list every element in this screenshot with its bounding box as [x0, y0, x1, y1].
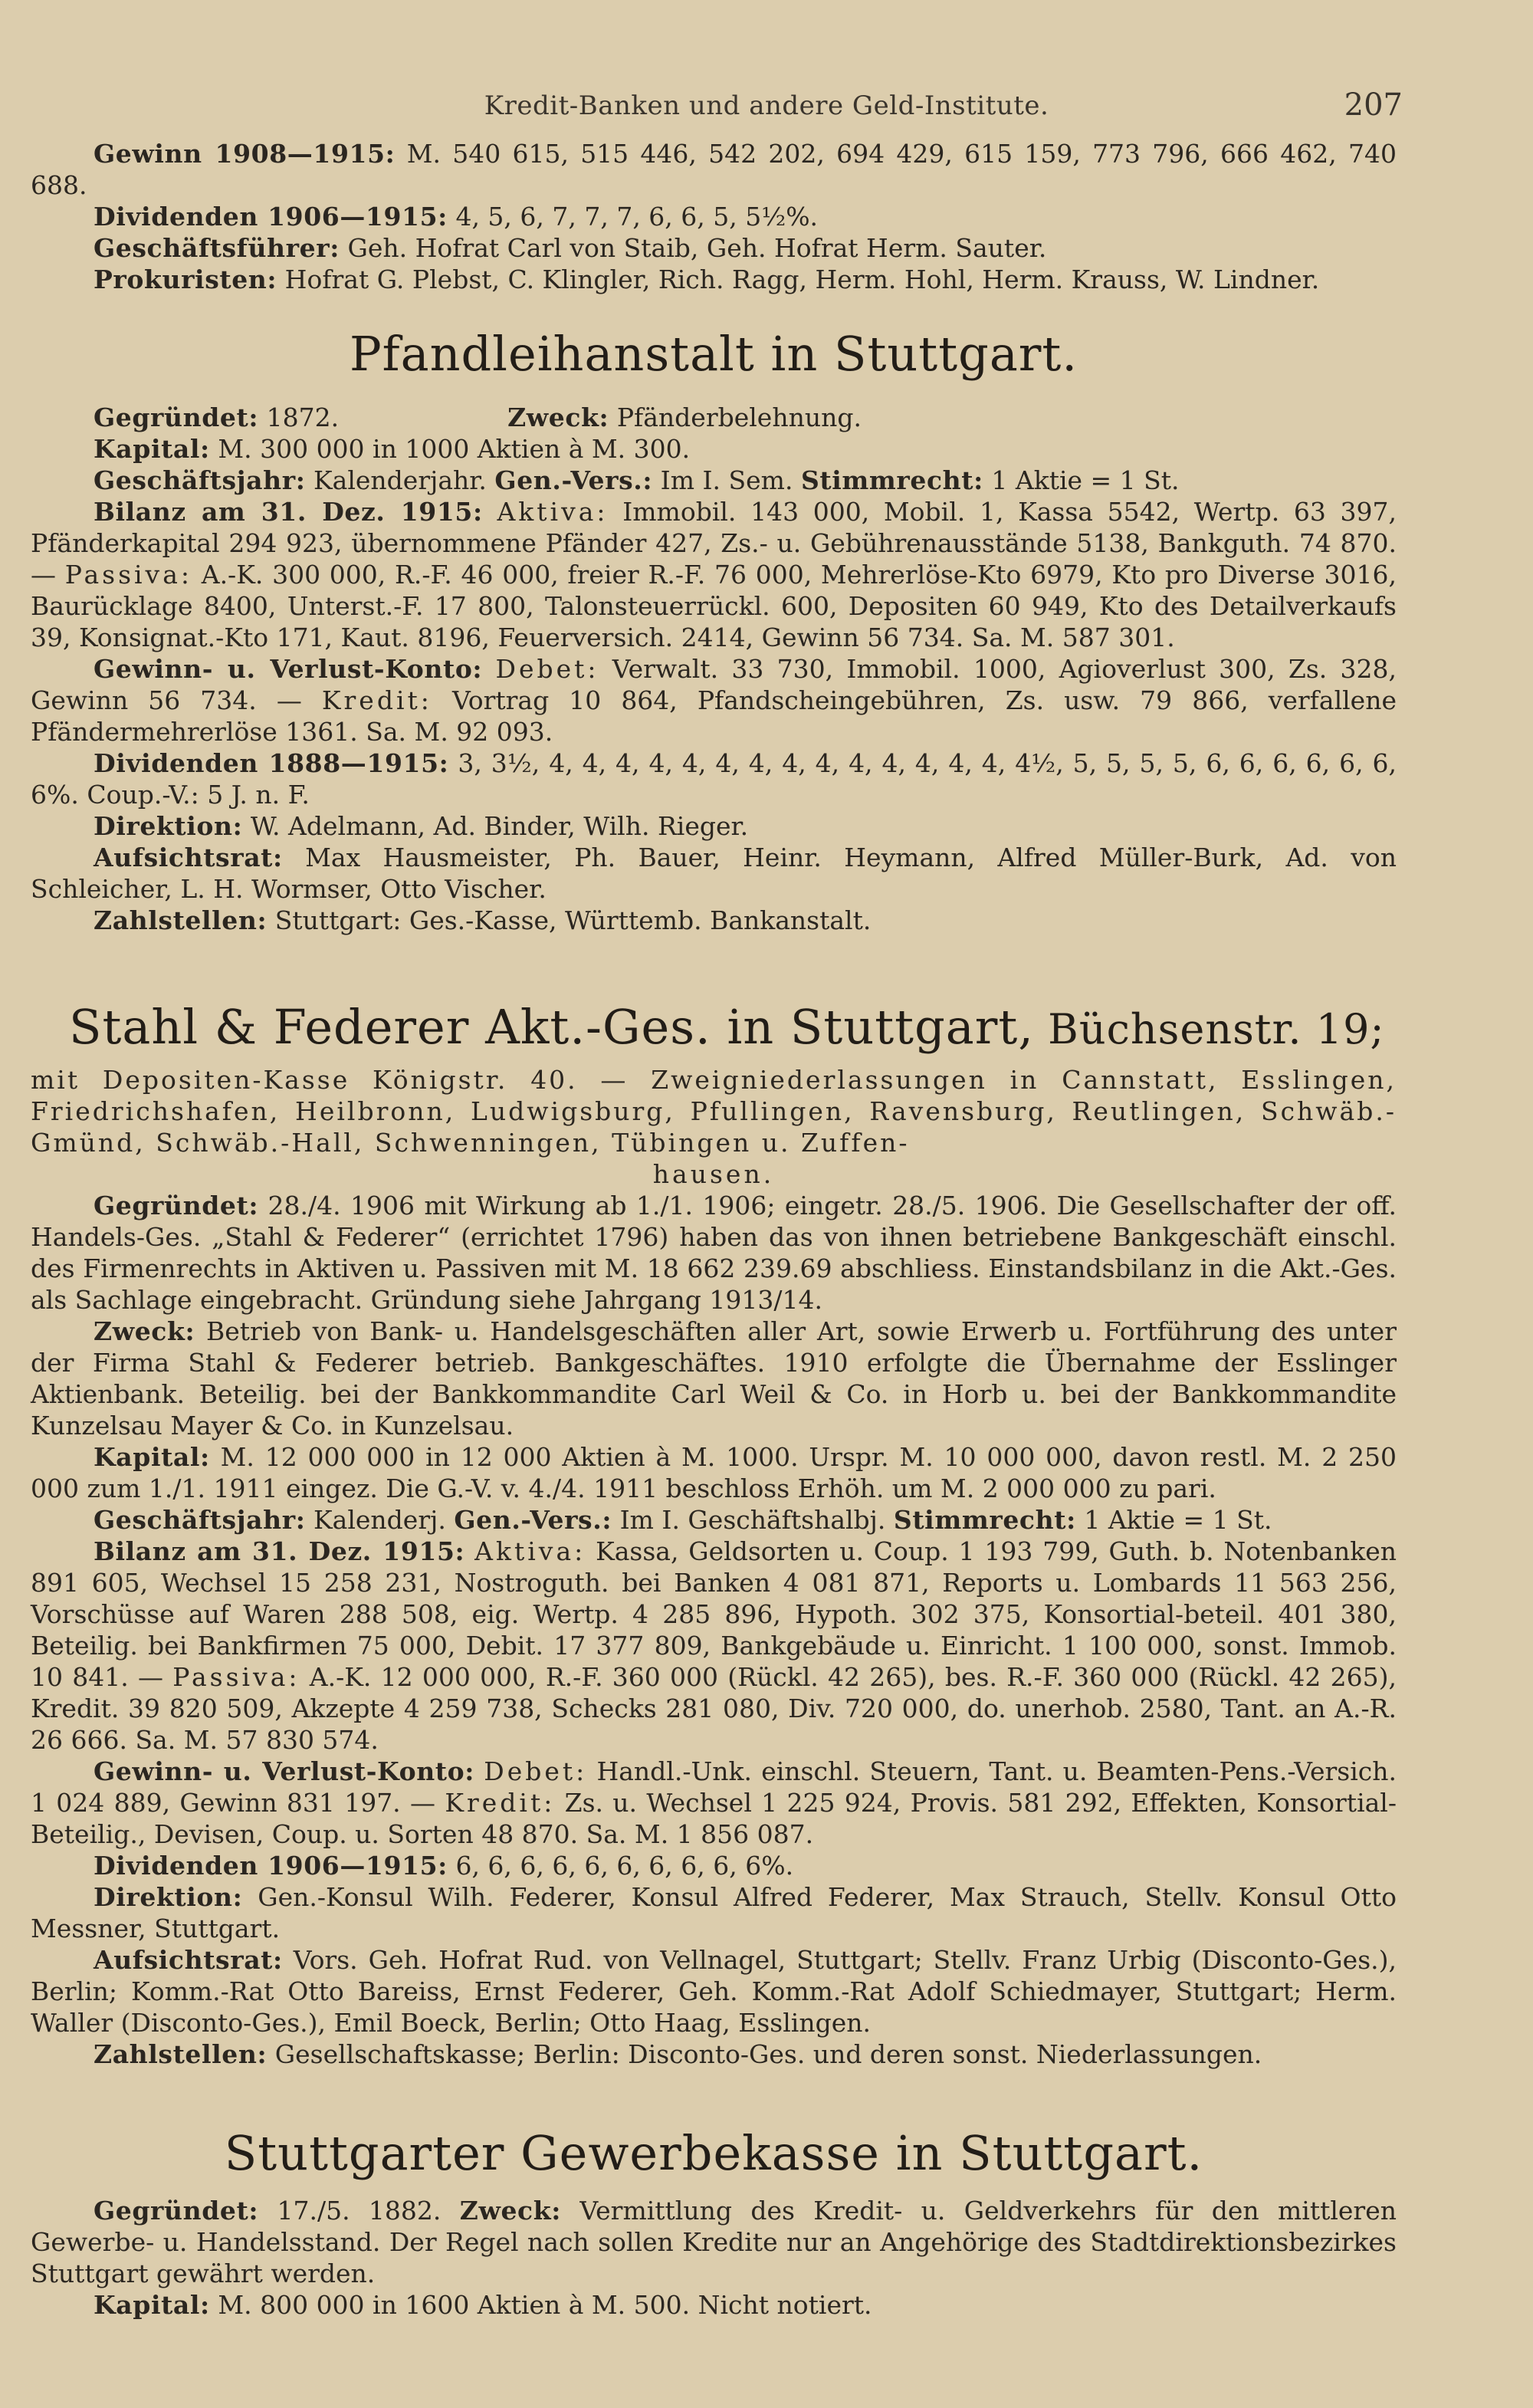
text: Gesellschaftskasse; Berlin: Disconto-Ges. und deren sonst. Niederlassungen. — [267, 2039, 1262, 2069]
label: Gewinn- u. Verlust-Konto: — [94, 654, 483, 684]
text: Handl.-Unk. einschl. Steuern, Tant. u. Beamten-Pens.-Versich. 1 024 889, Gewinn 831 197. — — [31, 1756, 1397, 1818]
geschaeftsfuehrer-entry — [31, 232, 1397, 264]
gegruendet-entry — [31, 1190, 1397, 1316]
passiva-word: Passiva: — [172, 1662, 300, 1692]
gewinn-verlust-entry — [31, 1756, 1397, 1850]
section-title-stahl-federer — [69, 999, 1397, 1055]
label: Direktion: — [94, 811, 243, 841]
text: M. 540 615, 515 446, 542 202, 694 429, 615 159, 773 796, 666 462, 740 688. — [31, 139, 1397, 200]
text: Max Hausmeister, Ph. Bauer, Heinr. Heymann, Alfred Müller-Burk, Ad. von Schleicher, L. H. Wormser, Otto Vischer. — [31, 843, 1397, 904]
passiva-word: Passiva: — [64, 560, 192, 590]
label: Kapital: — [94, 1442, 210, 1472]
aktiva-word: Aktiva: — [497, 497, 609, 527]
text: Verwalt. 33 730, Immobil. 1000, Agioverlust 300, Zs. 328, Gewinn 56 734. — — [31, 654, 1397, 715]
text: Im I. Sem. — [652, 465, 793, 495]
text: 3, 3½, 4, 4, 4, 4, 4, 4, 4, 4, 4, 4, 4, 4, 4, 4, 4½, 5, 5, 5, 5, 6, 6, 6, 6, 6, 6, 6%. Coup.-V.: 5 J. n. F. — [31, 748, 1397, 810]
dividenden-entry — [31, 1850, 1397, 1881]
label: Dividenden 1888—1915: — [94, 748, 449, 778]
text: Im I. Geschäftshalbj. — [612, 1505, 886, 1535]
aufsichtsrat-entry — [31, 1944, 1397, 2038]
label: Aufsichtsrat: — [94, 843, 283, 872]
text: Vortrag 10 864, Pfandscheingebühren, Zs. usw. 79 866, verfallene Pfändermehrerlöse 1361. Sa. M. 92 093. — [31, 685, 1397, 747]
address: Büchsenstr. 19; — [1034, 1005, 1385, 1053]
label: Gegründet: — [94, 1191, 259, 1220]
label: Aufsichtsrat: — [94, 1945, 283, 1975]
dividenden-entry — [31, 747, 1397, 810]
text: Geh. Hofrat Carl von Staib, Geh. Hofrat Herm. Sauter. — [339, 233, 1047, 263]
label: Dividenden 1906—1915: — [94, 1851, 448, 1881]
label: Zahlstellen: — [94, 905, 268, 935]
text: Immobil. 143 000, Mobil. 1, Kassa 5542, Wertp. 63 397, Pfänderkapital 294 923, übernommene Pfänder 427, Zs.- u. Gebührenausstände 5138, Bankguth. 74 870. — — [31, 497, 1397, 590]
text: Gen.-Konsul Wilh. Federer, Konsul Alfred Federer, Max Strauch, Stellv. Konsul Otto Messner, Stuttgart. — [31, 1882, 1397, 1943]
text: 6, 6, 6, 6, 6, 6, 6, 6, 6, 6%. — [447, 1851, 794, 1881]
aktiva-word: Aktiva: — [474, 1536, 586, 1566]
label: Gen.-Vers.: — [454, 1505, 612, 1535]
text: 1 Aktie = 1 St. — [983, 465, 1180, 495]
section-title-pfandleihanstalt: Pfandleihanstalt in Stuttgart. — [349, 326, 1078, 382]
text: Hofrat G. Plebst, C. Klingler, Rich. Ragg, Herm. Hohl, Herm. Krauss, W. Lindner. — [277, 264, 1320, 294]
label: Zahlstellen: — [94, 2039, 268, 2069]
geschaeftsjahr-entry — [31, 465, 1397, 496]
label: Dividenden 1906—1915: — [94, 202, 448, 232]
label: Direktion: — [94, 1882, 243, 1912]
page-content — [31, 138, 1397, 2321]
debet-word: Debet: — [484, 1756, 588, 1786]
page-number: 207 — [1344, 87, 1403, 123]
aufsichtsrat-entry — [31, 842, 1397, 905]
text: Stuttgart: Ges.-Kasse, Württemb. Bankanstalt. — [267, 905, 872, 935]
label: Bilanz am 31. Dez. 1915: — [94, 1536, 465, 1566]
bilanz-entry — [31, 1536, 1397, 1756]
gegruendet-zweck-entry — [31, 2195, 1397, 2289]
kredit-word: Kredit: — [445, 1788, 556, 1818]
text: Kalenderj. — [305, 1505, 446, 1535]
branches-entry: mit Depositen-Kasse Königstr. 40. — Zweigniederlassungen in Cannstatt, Esslingen, Friedrichshafen, Heilbronn, Ludwigsburg, Pfullingen, Ravensburg, Reutlingen, Schwäb.-Gmünd, Schwäb.-Hall, Schwenningen, Tübingen u. Zuffen- — [31, 1065, 1397, 1158]
label: Zweck: — [507, 402, 609, 432]
text: Vermittlung des Kredit- u. Geldverkehrs für den mittleren Gewerbe- u. Handelsstand. Der Regel nach sollen Kredite nur an Angehörige des Stadtdirektionsbezirkes Stuttgart gewährt werden. — [31, 2196, 1397, 2288]
label: Geschäftsführer: — [94, 233, 340, 263]
text: 28./4. 1906 mit Wirkung ab 1./1. 1906; eingetr. 28./5. 1906. Die Gesellschafter der off. Handels-Ges. „Stahl & Federer“ (errichtet 1796) haben das von ihnen betriebene Bankgeschäft einschl. des Firmenrechts in Aktiven u. Passiven mit M. 18 662 239.69 abschliess. Einstandsbilanz in die Akt.-Ges. als Sachlage eingebracht. Gründung siehe Jahrgang 1913/14. — [31, 1191, 1397, 1315]
zahlstellen-entry — [31, 905, 1397, 936]
bilanz-entry — [31, 496, 1397, 653]
text: Pfänderbelehnung. — [609, 402, 862, 432]
label: Bilanz am 31. Dez. 1915: — [94, 497, 483, 527]
label: Gen.-Vers.: — [494, 465, 653, 495]
debet-word: Debet: — [495, 654, 599, 684]
zweck-entry — [31, 1316, 1397, 1441]
text: 17./5. 1882. — [258, 2196, 442, 2226]
text: Zs. u. Wechsel 1 225 924, Provis. 581 292, Effekten, Konsortial-Beteilig., Devisen, Coup. u. Sorten 48 870. Sa. M. 1 856 087. — [31, 1788, 1397, 1849]
label: Geschäftsjahr: — [94, 465, 306, 495]
zahlstellen-entry — [31, 2038, 1397, 2070]
branches-last-line: hausen. — [652, 1159, 775, 1189]
text: Kalenderjahr. — [305, 465, 487, 495]
text: 1872. — [258, 402, 340, 432]
label: Gewinn- u. Verlust-Konto: — [94, 1756, 475, 1786]
text: Betrieb von Bank- u. Handelsgeschäften aller Art, sowie Erwerb u. Fortführung des unter der Firma Stahl & Federer betrieb. Bankgeschäftes. 1910 erfolgte die Übernahme der Esslinger Aktienbank. Beteilig. bei der Bankkommandite Carl Weil & Co. in Horb u. bei der Bankkommandite Kunzelsau Mayer & Co. in Kunzelsau. — [31, 1316, 1397, 1441]
gegruendet-zweck-entry — [31, 402, 1397, 433]
text: Vors. Geh. Hofrat Rud. von Vellnagel, Stuttgart; Stellv. Franz Urbig (Disconto-Ges.), Berlin; Komm.-Rat Otto Bareiss, Ernst Federer, Geh. Komm.-Rat Adolf Schiedmayer, Stuttgart; Herm. Waller (Disconto-Ges.), Emil Boeck, Berlin; Otto Haag, Esslingen. — [31, 1945, 1397, 2038]
text: Kassa, Geldsorten u. Coup. 1 193 799, Guth. b. Notenbanken 891 605, Wechsel 15 258 231, Nostroguth. bei Banken 4 081 871, Reports u. Lombards 11 563 256, Vorschüsse auf Waren 288 508, eig. Wertp. 4 285 896, Hypoth. 302 375, Konsortial-beteil. 401 380, Beteilig. bei Bankfirmen 75 000, Debit. 17 377 809, Bankgebäude u. Einricht. 1 100 000, sonst. Immob. 10 841. — — [31, 1536, 1397, 1692]
kredit-word: Kredit: — [321, 685, 432, 715]
label: Gegründet: — [94, 2196, 259, 2226]
title: Stahl & Federer Akt.-Ges. in Stuttgart, — [69, 999, 1034, 1055]
direktion-entry — [31, 810, 1397, 842]
text: 1 Aktie = 1 St. — [1075, 1505, 1272, 1535]
section-title-gewerbekasse: Stuttgarter Gewerbekasse in Stuttgart. — [224, 2125, 1203, 2181]
text: M. 300 000 in 1000 Aktien à M. 300. — [209, 434, 691, 464]
gewinn-verlust-entry — [31, 653, 1397, 747]
label: Kapital: — [94, 2290, 210, 2320]
gewinn-entry — [31, 138, 1397, 201]
kapital-entry — [31, 433, 1397, 465]
label: Stimmrecht: — [800, 465, 983, 495]
direktion-entry — [31, 1881, 1397, 1944]
text: M. 12 000 000 in 12 000 Aktien à M. 1000. Urspr. M. 10 000 000, davon restl. M. 2 250 000 zum 1./1. 1911 eingez. Die G.-V. v. 4./4. 1911 beschloss Erhöh. um M. 2 000 000 zu pari. — [31, 1442, 1397, 1503]
geschaeftsjahr-entry — [31, 1504, 1397, 1536]
text: W. Adelmann, Ad. Binder, Wilh. Rieger. — [242, 811, 749, 841]
kapital-entry — [31, 2289, 1397, 2321]
running-title: Kredit-Banken und andere Geld-Institute. — [484, 90, 1049, 121]
text: 4, 5, 6, 7, 7, 7, 6, 6, 5, 5½%. — [447, 202, 819, 232]
text: M. 800 000 in 1600 Aktien à M. 500. Nicht notiert. — [209, 2290, 872, 2320]
label: Gewinn 1908—1915: — [94, 139, 396, 169]
prokuristen-entry — [31, 264, 1397, 295]
label: Zweck: — [94, 1316, 195, 1346]
label: Kapital: — [94, 434, 210, 464]
label: Stimmrecht: — [893, 1505, 1076, 1535]
kapital-entry — [31, 1441, 1397, 1504]
label: Zweck: — [459, 2196, 561, 2226]
label: Gegründet: — [94, 402, 259, 432]
text: A.-K. 300 000, R.-F. 46 000, freier R.-F. 76 000, Mehrerlöse-Kto 6979, Kto pro Diverse 3016, Baurücklage 8400, Unterst.-F. 17 800, Talonsteuerrückl. 600, Depositen 60 949, Kto des Detailverkaufs 39, Konsignat.-Kto 171, Kaut. 8196, Feuerversich. 2414, Gewinn 56 734. Sa. M. 587 301. — [31, 560, 1397, 652]
dividenden-entry — [31, 201, 1397, 232]
text: A.-K. 12 000 000, R.-F. 360 000 (Rückl. 42 265), bes. R.-F. 360 000 (Rückl. 42 265), Kredit. 39 820 509, Akzepte 4 259 738, Schecks 281 080, Div. 720 000, do. unerhob. 2580, Tant. an A.-R. 26 666. Sa. M. 57 830 574. — [31, 1662, 1397, 1755]
label: Prokuristen: — [94, 264, 277, 294]
label: Geschäftsjahr: — [94, 1505, 306, 1535]
